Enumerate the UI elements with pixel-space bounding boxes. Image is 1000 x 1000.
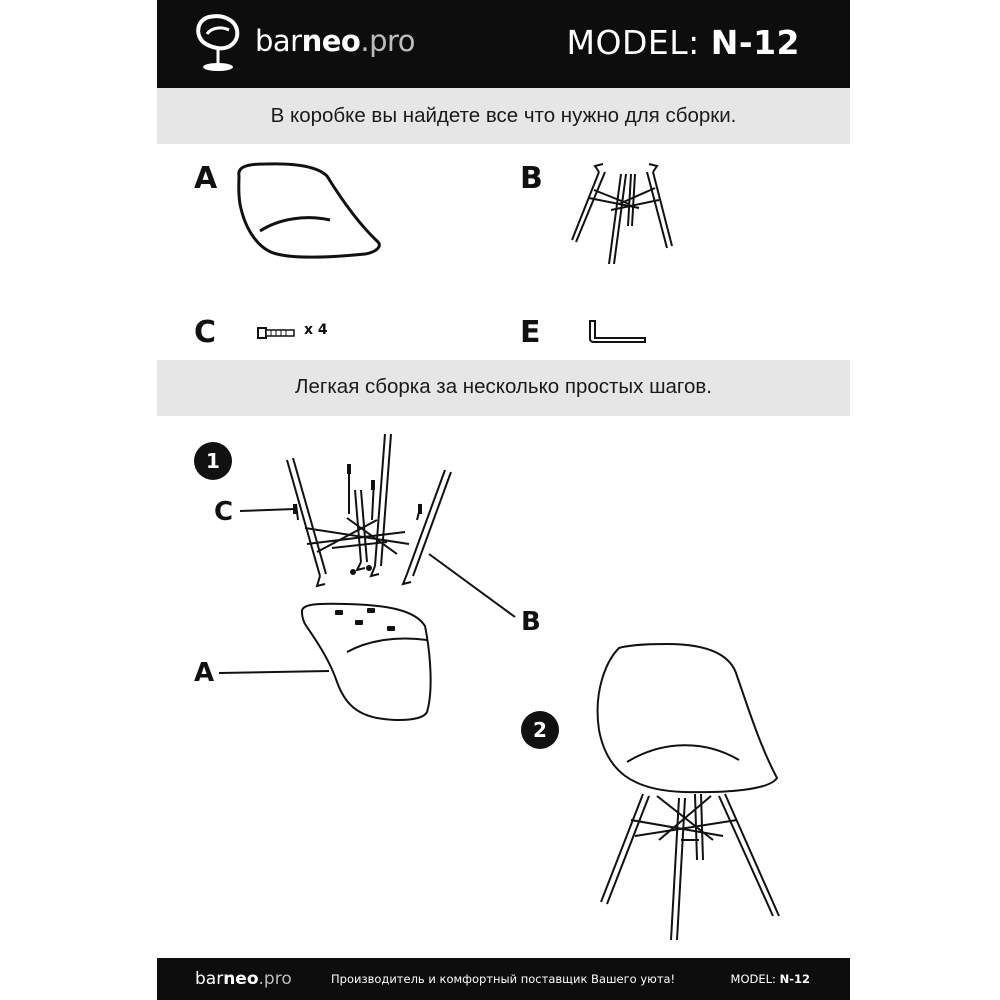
part-label-a: A bbox=[194, 161, 218, 196]
footer-brand bbox=[195, 969, 292, 989]
part-label-c: C bbox=[194, 315, 217, 350]
step-1-badge: 1 bbox=[194, 442, 232, 480]
bolt-drawing bbox=[257, 326, 297, 340]
model-label: MODEL: bbox=[566, 23, 700, 62]
step-2-badge: 2 bbox=[521, 711, 559, 749]
brand-part: .pro bbox=[360, 24, 416, 58]
brand-part: bar bbox=[255, 24, 302, 58]
brand-part: neo bbox=[223, 969, 259, 989]
footer-bar bbox=[157, 958, 850, 1000]
seat-shell-drawing bbox=[235, 160, 385, 265]
callout-b: B bbox=[521, 607, 541, 637]
steps-banner: Легкая сборка за несколько простых шагов. bbox=[157, 360, 850, 416]
callout-a: A bbox=[194, 658, 215, 688]
callout-c: C bbox=[214, 497, 234, 527]
brand-part: bar bbox=[195, 969, 224, 989]
part-label-b: B bbox=[520, 161, 543, 196]
brand-part: neo bbox=[301, 24, 361, 58]
footer-model bbox=[731, 972, 810, 986]
model-value: N-12 bbox=[710, 23, 800, 62]
part-label-e: E bbox=[520, 315, 541, 350]
header-bar bbox=[157, 0, 850, 88]
assembled-chair-drawing bbox=[587, 640, 787, 950]
brand-name bbox=[255, 24, 415, 58]
model-title bbox=[567, 23, 800, 62]
leg-base-drawing bbox=[569, 160, 679, 270]
instruction-page bbox=[157, 0, 850, 1000]
footer-tagline: Производитель и комфортный поставщик Вашего уюта! bbox=[331, 972, 676, 986]
chair-logo-icon bbox=[193, 12, 243, 74]
hex-key-drawing bbox=[587, 318, 649, 344]
footer-model-value: N-12 bbox=[779, 972, 810, 986]
footer-model-label: MODEL: bbox=[730, 972, 776, 986]
box-contents-banner: В коробке вы найдете все что нужно для сборки. bbox=[157, 88, 850, 144]
brand-part: .pro bbox=[258, 969, 292, 989]
bolt-quantity: x 4 bbox=[304, 322, 328, 338]
step-1-seat-shell-drawing bbox=[297, 600, 447, 730]
